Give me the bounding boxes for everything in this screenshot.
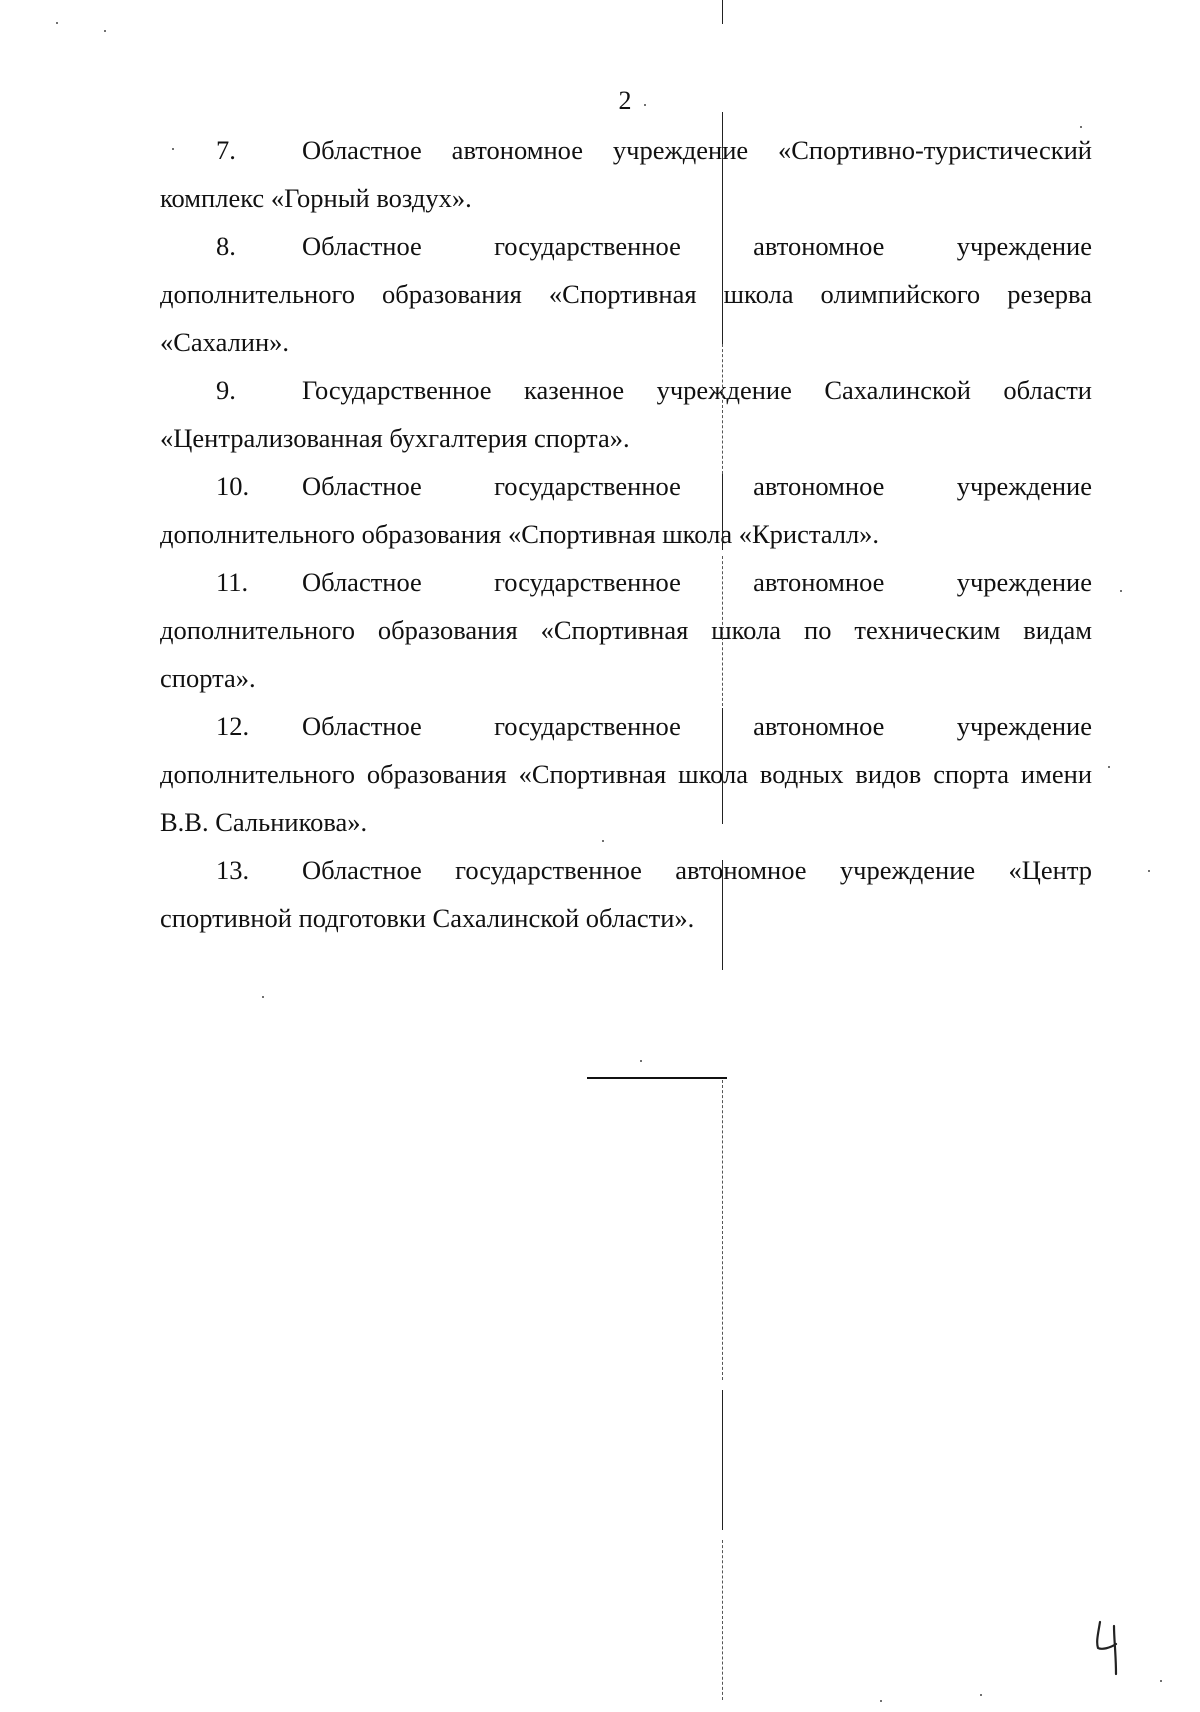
scan-noise [880, 1700, 882, 1702]
item-number: 13. [216, 855, 250, 885]
item-number: 8. [216, 231, 236, 261]
scan-noise [640, 1060, 642, 1062]
handwritten-page-mark [1092, 1620, 1132, 1676]
list-item [160, 126, 1092, 222]
item-number: 12. [216, 711, 250, 741]
scan-fold-line [722, 860, 723, 970]
item-number: 10. [216, 471, 250, 501]
scan-noise [262, 996, 264, 998]
scan-fold-line [722, 1540, 723, 1700]
scan-noise [104, 30, 106, 32]
scan-noise [56, 22, 58, 24]
list-item [160, 702, 1092, 846]
list-item [160, 222, 1092, 366]
list-item [160, 846, 1092, 942]
scan-noise [1080, 126, 1082, 128]
scan-noise [1120, 590, 1122, 592]
scan-fold-line [722, 0, 723, 24]
item-text: Областное государственное автономное учреждение «Центр спортивной подготовки Сахалинской области». [160, 855, 1092, 933]
scan-fold-line [722, 1080, 723, 1380]
item-number: 9. [216, 375, 236, 405]
scan-fold-line [722, 1390, 723, 1530]
scan-noise [1148, 870, 1150, 872]
institution-list [160, 126, 1092, 942]
scan-fold-line [722, 708, 723, 824]
scan-noise [980, 1694, 982, 1696]
scan-noise [172, 148, 174, 150]
item-text: Областное государственное автономное учреждение дополнительного образования «Спортивная школа «Кристалл». [160, 471, 1092, 549]
list-item [160, 462, 1092, 558]
list-item [160, 558, 1092, 702]
item-text: Областное государственное автономное учреждение дополнительного образования «Спортивная школа водных видов спорта имени В.В. Сальникова». [160, 711, 1092, 837]
list-item [160, 366, 1092, 462]
item-number: 11. [216, 567, 249, 597]
scan-noise [1108, 766, 1110, 768]
scan-noise [644, 104, 646, 106]
scan-fold-line [722, 344, 723, 474]
item-text: Областное автономное учреждение «Спортивно-туристический комплекс «Горный воздух». [160, 135, 1092, 213]
scan-fold-line [722, 112, 723, 344]
scan-noise [602, 840, 604, 842]
item-text: Областное государственное автономное учреждение дополнительного образования «Спортивная школа по техническим видам спорта». [160, 567, 1092, 693]
item-text: Государственное казенное учреждение Сахалинской области «Централизованная бухгалтерия спорта». [160, 375, 1092, 453]
scan-fold-line [722, 474, 723, 550]
page-number: 2 [618, 86, 632, 115]
end-rule [587, 1077, 727, 1079]
item-text: Областное государственное автономное учреждение дополнительного образования «Спортивная школа олимпийского резерва «Сахалин». [160, 231, 1092, 357]
scan-noise [1160, 1680, 1162, 1682]
item-number: 7. [216, 135, 236, 165]
scan-fold-line [722, 556, 723, 706]
